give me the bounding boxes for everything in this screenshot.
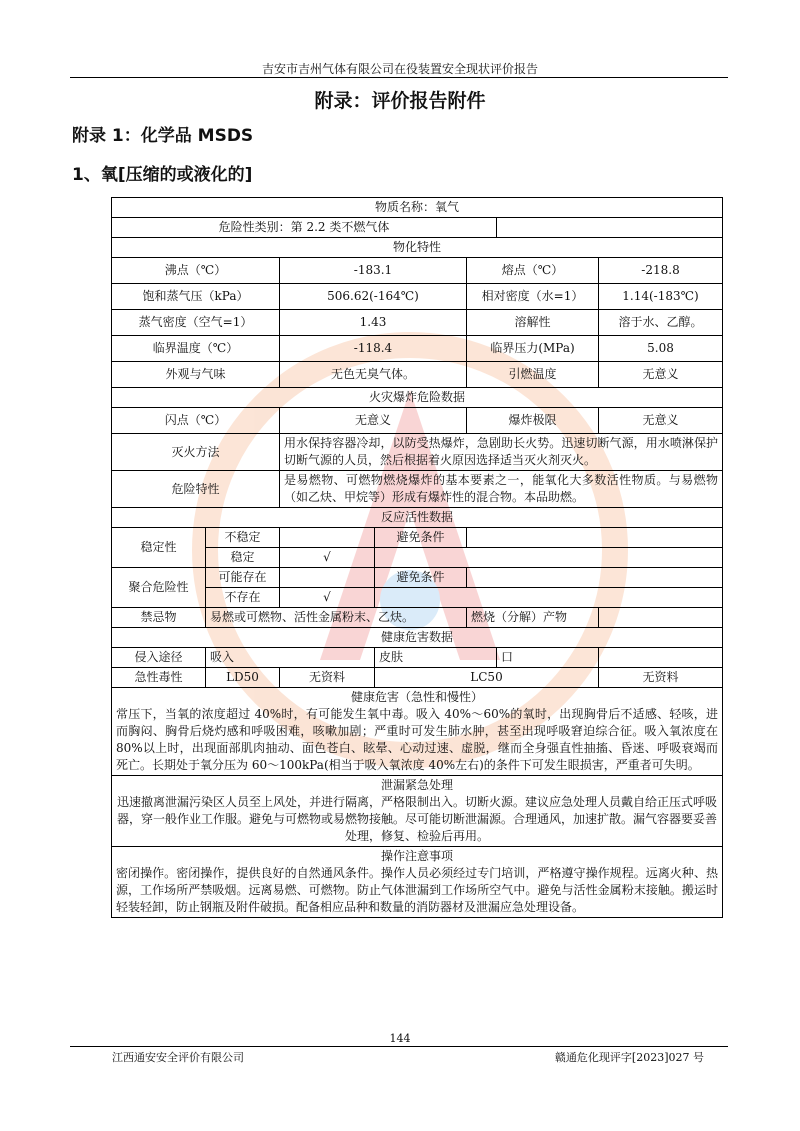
- polymerization-avoid-label: 避免条件: [375, 568, 467, 588]
- hazard-property-text: 是易燃物、可燃物燃烧爆炸的基本要素之一，能氧化大多数活性物质。与易燃物（如乙炔、甲烷等）形成有爆炸性的混合物。本品助燃。: [280, 471, 723, 508]
- bp-value: -183.1: [280, 258, 467, 284]
- not-exist-label: 不存在: [206, 588, 280, 608]
- not-exist-blank: [375, 588, 723, 608]
- phys-section-title: 物化特性: [112, 238, 723, 258]
- lc50-label: LC50: [375, 668, 599, 688]
- hazard-property-label: 危险特性: [112, 471, 280, 508]
- incompatible-value: 易燃或可燃物、活性金属粉末、乙炔。: [206, 608, 467, 628]
- mp-value: -218.8: [599, 258, 723, 284]
- stability-label: 稳定性: [112, 528, 206, 568]
- rd-value: 1.14(-183℃): [599, 284, 723, 310]
- stable-check: √: [280, 548, 375, 568]
- flash-point-value: 无意义: [280, 408, 467, 434]
- route-blank: [599, 648, 723, 668]
- vp-value: 506.62(-164℃): [280, 284, 467, 310]
- leak-text: 迅速撤离泄漏污染区人员至上风处，并进行隔离，严格限制出入。切断火源。建议应急处理人员戴自给正压式呼吸器，穿一般作业工作服。避免与可燃物或易燃物接触。尽可能切断泄漏源。合理通风，加速扩散。漏气容器要妥善处理，修复、检验后再用。: [117, 795, 718, 843]
- leak-title: 泄漏紧急处理: [381, 778, 454, 792]
- cp-value: 5.08: [599, 336, 723, 362]
- health-hazard-label: 健康危害（急性和慢性）: [351, 690, 484, 704]
- hazard-class-blank: [497, 218, 723, 238]
- footer-report-number: 赣通危化现评字[2023]027 号: [554, 1051, 704, 1064]
- explosion-limit-label: 爆炸极限: [467, 408, 599, 434]
- vp-label: 饱和蒸气压（kPa）: [112, 284, 280, 310]
- operation-text: 密闭操作。密闭操作，提供良好的自然通风条件。操作人员必须经过专门培训，严格遵守操作规程。远离火种、热源，工作场所严禁吸烟。远离易燃、可燃物。防止气体泄漏到工作场所空气中。避免与活性金属粉末接触。搬运时轻装轻卸，防止钢瓶及附件破损。配备相应品种和数量的消防器材及泄漏应急处理设备。: [116, 866, 719, 914]
- leak-block: [112, 776, 723, 847]
- section-heading: 1、氧[压缩的或液化的]: [72, 165, 253, 185]
- polymerization-avoid-value: [467, 568, 723, 588]
- appearance-label: 外观与气味: [112, 362, 280, 388]
- health-hazard-text: 常压下，当氧的浓度超过 40%时，有可能发生氧中毒。吸入 40%～60%的氧时，出现胸骨后不适感、轻咳，进而胸闷、胸骨后烧灼感和呼吸困难，咳嗽加剧；严重时可发生肺水肿，甚至出现呼吸窘迫综合征。吸入氧浓度在 80%以上时，出现面部肌肉抽动、面色苍白、眩晕、心动过速、虚脱，继而全身强直性抽搐、昏迷、呼吸衰竭而死亡。长期处于氧分压为 60～100kPa(相当于吸入氧浓度 40%左右)的条件下可发生眼损害，严重者可失明。: [116, 707, 719, 772]
- not-exist-check: √: [280, 588, 375, 608]
- health-hazard-block: [112, 688, 723, 776]
- decomposition-value: [599, 608, 723, 628]
- health-section-title: 健康危害数据: [112, 628, 723, 648]
- vd-label: 蒸气密度（空气=1）: [112, 310, 280, 336]
- polymerization-label: 聚合危险性: [112, 568, 206, 608]
- acute-toxicity-label: 急性毒性: [112, 668, 206, 688]
- bp-label: 沸点（℃）: [112, 258, 280, 284]
- reactivity-section-title: 反应活性数据: [112, 508, 723, 528]
- hazard-class: 危险性类别：第 2.2 类不燃气体: [112, 218, 497, 238]
- ct-value: -118.4: [280, 336, 467, 362]
- route-mouth: 口: [497, 648, 599, 668]
- footer-divider: [70, 1046, 728, 1047]
- route-label: 侵入途径: [112, 648, 206, 668]
- header-divider: [70, 77, 728, 78]
- appearance-value: 无色无臭气体。: [280, 362, 467, 388]
- flash-point-label: 闪点（℃）: [112, 408, 280, 434]
- substance-name: 物质名称：氧气: [112, 198, 723, 218]
- decomposition-label: 燃烧（分解）产物: [467, 608, 599, 628]
- rd-label: 相对密度（水=1）: [467, 284, 599, 310]
- page-title: 附录：评价报告附件: [314, 90, 486, 112]
- mp-label: 熔点（℃）: [467, 258, 599, 284]
- stable-label: 稳定: [206, 548, 280, 568]
- stability-avoid-label: 避免条件: [375, 528, 467, 548]
- route-inhale: 吸入: [206, 648, 375, 668]
- appendix-heading: 附录 1：化学品 MSDS: [72, 126, 254, 146]
- ld50-value: 无资料: [280, 668, 375, 688]
- operation-block: [112, 847, 723, 918]
- lc50-value: 无资料: [599, 668, 723, 688]
- cp-label: 临界压力(MPa): [467, 336, 599, 362]
- may-exist-check: [280, 568, 375, 588]
- report-header-title: 吉安市吉州气体有限公司在役装置安全现状评价报告: [261, 62, 538, 76]
- footer-company: 江西通安安全评价有限公司: [112, 1051, 244, 1064]
- unstable-check: [280, 528, 375, 548]
- route-skin: 皮肤: [375, 648, 497, 668]
- sol-value: 溶于水、乙醇。: [599, 310, 723, 336]
- ignition-value: 无意义: [599, 362, 723, 388]
- msds-table: [111, 197, 723, 918]
- ld50-label: LD50: [206, 668, 280, 688]
- may-exist-label: 可能存在: [206, 568, 280, 588]
- operation-title: 操作注意事项: [381, 849, 454, 863]
- ct-label: 临界温度（℃）: [112, 336, 280, 362]
- extinguish-text: 用水保持容器冷却，以防受热爆炸，急剧助长火势。迅速切断气源，用水喷淋保护切断气源的人员，然后根据着火原因选择适当灭火剂灭火。: [280, 434, 723, 471]
- stable-blank: [375, 548, 723, 568]
- page-number: 144: [389, 1032, 411, 1045]
- unstable-label: 不稳定: [206, 528, 280, 548]
- explosion-limit-value: 无意义: [599, 408, 723, 434]
- ignition-label: 引燃温度: [467, 362, 599, 388]
- extinguish-label: 灭火方法: [112, 434, 280, 471]
- fire-section-title: 火灾爆炸危险数据: [112, 388, 723, 408]
- vd-value: 1.43: [280, 310, 467, 336]
- incompatible-label: 禁忌物: [112, 608, 206, 628]
- stability-avoid-value: [467, 528, 723, 548]
- sol-label: 溶解性: [467, 310, 599, 336]
